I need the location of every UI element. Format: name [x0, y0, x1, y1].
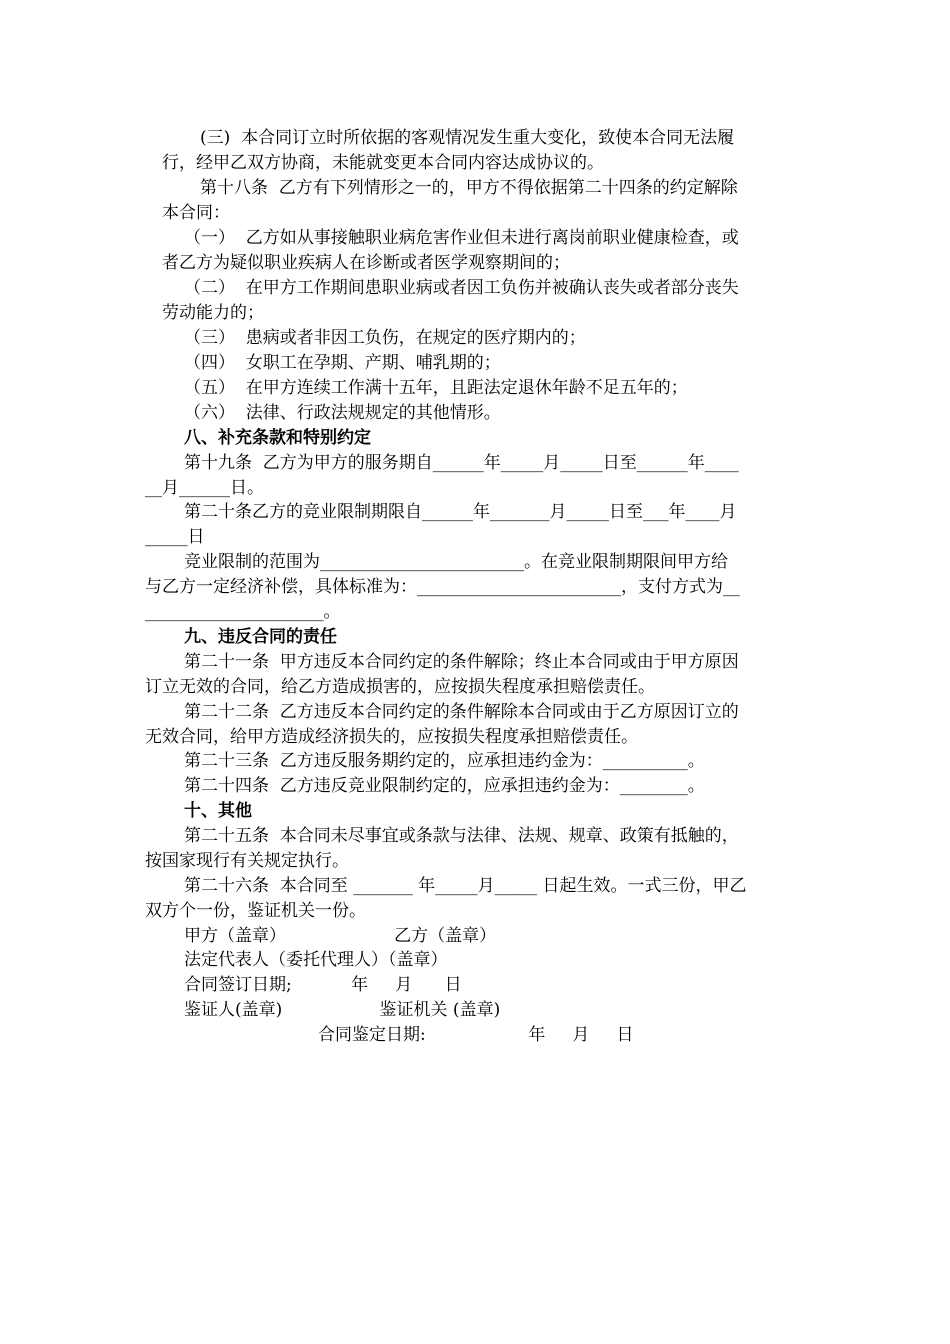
text-line: 本合同： [162, 203, 230, 223]
text-line: 第二十二条 乙方违反本合同约定的条件解除本合同或由于乙方原因订立的 [184, 702, 739, 722]
text-line: 第十九条 乙方为甲方的服务期自______年_____月_____日至______年____ [184, 453, 739, 473]
text-line: （五） 在甲方连续工作满十五年，且距法定退休年龄不足五年的； [184, 378, 688, 398]
text-line: 第二十五条 本合同未尽事宜或条款与法律、法规、规章、政策有抵触的， [184, 826, 739, 846]
text-line: （二） 在甲方工作期间患职业病或者因工负伤并被确认丧失或者部分丧失 [184, 278, 739, 298]
section-heading: 八、补充条款和特别约定 [184, 428, 371, 448]
text-line: 第二十条乙方的竞业限制期限自______年_______月_____日至___年____月 [184, 502, 737, 522]
section-heading: 十、其他 [184, 801, 252, 821]
text-line: 第二十六条 本合同至 _______ 年_____月_____ 日起生效。一式三份，甲乙 [184, 876, 747, 896]
text-line: 第二十三条 乙方违反服务期约定的，应承担违约金为：__________。 [184, 751, 705, 771]
signature-legal-rep: 法定代表人（委托代理人）（盖章） [184, 950, 448, 970]
text-line: 按国家现行有关规定执行。 [145, 851, 349, 871]
text-line: （三） 患病或者非因工负伤，在规定的医疗期内的； [184, 328, 586, 348]
text-line: 竞业限制的范围为________________________。在竞业限制期限间甲方给 [184, 552, 728, 572]
text-line: 无效合同，给甲方造成经济损失的，应按损失程度承担赔偿责任。 [145, 727, 638, 747]
text-line: （六） 法律、行政法规规定的其他情形。 [184, 403, 501, 423]
signature-parties: 甲方（盖章） 乙方（盖章） [184, 926, 497, 946]
text-line: __月______日。 [145, 478, 264, 498]
text-line: _____________________。 [145, 602, 341, 622]
signing-date: 合同签订日期; 年 月 日 [184, 975, 462, 995]
text-line: 者乙方为疑似职业疾病人在诊断或者医学观察期间的； [162, 253, 570, 273]
text-line: （一） 乙方如从事接触职业病危害作业但未进行离岗前职业健康检查，或 [184, 228, 739, 248]
text-line: _____日 [145, 527, 205, 547]
text-line: (三) 本合同订立时所依据的客观情况发生重大变化，致使本合同无法履 [200, 128, 735, 148]
text-line: 第十八条 乙方有下列情形之一的，甲方不得依据第二十四条的约定解除 [200, 178, 738, 198]
signature-witness: 鉴证人(盖章) 鉴证机关 (盖章) [184, 1000, 501, 1020]
appraisal-date: 合同鉴定日期: 年 月 日 [318, 1025, 634, 1045]
section-heading: 九、违反合同的责任 [184, 627, 337, 647]
text-line: 第二十一条 甲方违反本合同约定的条件解除；终止本合同或由于甲方原因 [184, 652, 739, 672]
text-line: 第二十四条 乙方违反竞业限制约定的，应承担违约金为：________。 [184, 776, 705, 796]
text-line: 劳动能力的； [162, 303, 264, 323]
text-line: 行，经甲乙双方协商，未能就变更本合同内容达成协议的。 [162, 153, 604, 173]
text-line: 双方个一份，鉴证机关一份。 [145, 901, 366, 921]
text-line: （四） 女职工在孕期、产期、哺乳期的； [184, 353, 501, 373]
text-line: 订立无效的合同，给乙方造成损害的，应按损失程度承担赔偿责任。 [145, 677, 655, 697]
text-line: 与乙方一定经济补偿，具体标准为：________________________，支付方式为__ [145, 577, 740, 597]
